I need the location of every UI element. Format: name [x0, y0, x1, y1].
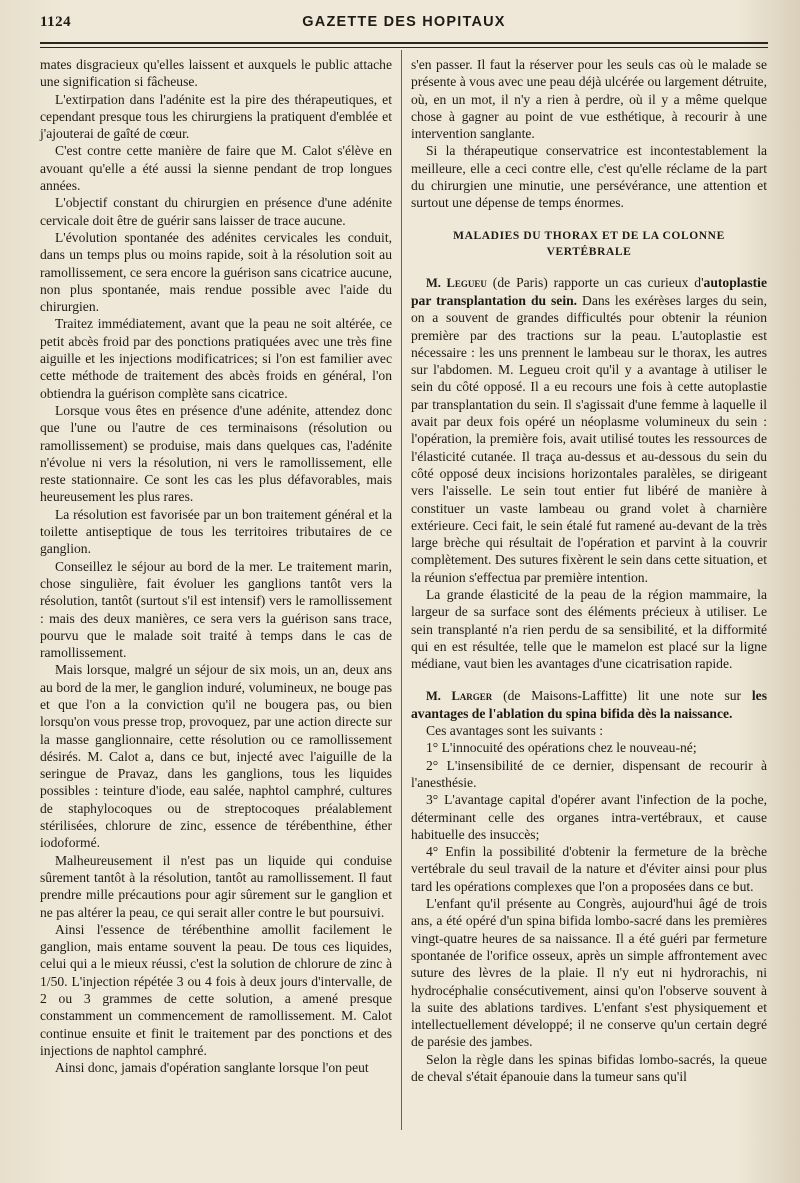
column-divider: [401, 50, 402, 1130]
paragraph: Conseillez le séjour au bord de la mer. Le traitement marin, chose singulière, fait évoluer les ganglions tantôt vers la résolution, tantôt (surtout s'il est intensif) vers le ramollissement : mais des deux manières, ce sera vers la guérison sans trace, pourvu que le malade soit traité à temps dans le cas de ramollissement.: [40, 558, 392, 661]
paragraph: L'extirpation dans l'adénite est la pire des thérapeutiques, et cependant presque tous les chirurgiens la pratiquent d'emblée et j'ajouterai de gaîté de cœur.: [40, 91, 392, 142]
entry-topic: autoplastie par transplantation du sein.: [411, 274, 767, 308]
section-title: MALADIES DU THORAX ET DE LA COLONNE VERTÉBRALE: [453, 229, 725, 258]
entry-larger: [411, 687, 767, 723]
header-rule: [40, 42, 768, 48]
paragraph: Ainsi donc, jamais d'opération sanglante lorsque l'on peut: [55, 1060, 369, 1076]
list-item: 2° L'insensibilité de ce dernier, dispensant de recourir à l'anesthésie.: [411, 757, 767, 790]
paragraph: Malheureusement il n'est pas un liquide qui conduise sûrement tantôt à la résolution, tantôt au ramollissement. Il faut prendre mille précautions pour agir sûrement sur le ganglion et ne pas altérer la peau, ce qui serait aller contre le but poursuivi.: [40, 852, 392, 920]
paragraph: Lorsque vous êtes en présence d'une adénite, attendez donc que l'une ou l'autre de ces terminaisons (résolution ou ramollissement) se produise, mais dans quelques cas, l'adénite n'évolue ni vers la résolution, ni vers le ramollissement, elle reste stationnaire. Ce sont les cas les plus défavorables, mais heureusement les plus rares.: [40, 402, 392, 505]
author-place: (de Maisons-Laffitte) lit une note sur: [492, 687, 752, 703]
right-column: [411, 56, 767, 1085]
left-column: [40, 56, 392, 1077]
paragraph: s'en passer. Il faut la réserver pour les seuls cas où le malade se présente à vous avec une peau déjà ulcérée ou largement détruite, où, en un mot, il n'y a rien à perdre, où il y a même quelque chose à gagner au point de vue esthétique, à recourir à une intervention sanglante.: [411, 57, 767, 142]
paragraph: Mais lorsque, malgré un séjour de six mois, un an, deux ans au bord de la mer, le ganglion induré, volumineux, ne bouge pas et que l'on a la conviction qu'il ne bougera pas, ou bien lorsqu'on vous presse trop, provoquez, par une action directe sur la masse ganglionnaire, cette résolution ou ce ramollissement désirés. M. Calot a, dans ce but, injecté avec l'aiguille de la seringue de Pravaz, dans les ganglions, tous les liquides possibles : teinture d'iode, eau salée, naphtol camphré, cultures de staphylocoques ou de streptocoques préalablement stérilisées, chlorure de zinc, essence de térébenthine, éther iodoformé.: [40, 662, 392, 851]
author-name: M. Larger: [426, 688, 493, 703]
list-item: 3° L'avantage capital d'opérer avant l'infection de la poche, déterminant celle des organes intra-vertébraux, et cause habituelle des insuccès;: [411, 792, 767, 842]
paragraph: L'évolution spontanée des adénites cervicales les conduit, dans un temps plus ou moins rapide, soit à la résolution soit au ramollissement, ce sera encore la guérison sans cicatrice aucune, non plus spontanée, mais rendue possible avec l'aide du chirurgien.: [40, 229, 392, 315]
entry-legueu: [411, 274, 767, 586]
list-item: 4° Enfin la possibilité d'obtenir la fermeture de la brèche vertébrale du seul travail de la nature et d'éviter ainsi pour plus tard les opérations complexes que l'on a proposées dans ce but.: [411, 844, 767, 894]
author-place: (de Paris) rapporte un cas curieux d': [486, 274, 704, 290]
paragraph: Ces avantages sont les suivants :: [426, 723, 604, 739]
paragraph: Traitez immédiatement, avant que la peau ne soit altérée, ce petit abcès froid par des ponctions pratiquées avec une très fine aiguille et les injections modificatrices; si l'on est familier avec cette méthode de traitement des abcès froids en général, l'on obtiendra la guérison complète sans cicatrice.: [40, 316, 392, 401]
paragraph: C'est contre cette manière de faire que M. Calot s'élève en avouant qu'elle a été aussi la sienne pendant de trop longues années.: [40, 143, 392, 194]
paragraph: Ainsi l'essence de térébenthine amollit facilement le ganglion, mais entame souvent la peau. De tous ces liquides, celui qui a le mieux réussi, c'est la solution de chlorure de zinc à 1/50. L'injection répétée 3 ou 4 fois à deux jours d'intervalle, de 2 ou 3 grammes de cette solution, a amené presque constamment un commencement de ramollissement. M. Calot continue ensuite et finit le traitement par des ponctions et des injections de naphtol camphré.: [40, 921, 392, 1058]
paragraph: Si la thérapeutique conservatrice est incontestablement la meilleure, elle a ceci contre elle, c'est qu'elle réclame de la part du chirurgien une minutie, une persévérance, une attention et surtout une dépense de temps énormes.: [411, 143, 767, 211]
journal-title: GAZETTE DES HOPITAUX: [302, 14, 506, 30]
author-name: M. Legueu: [426, 275, 487, 290]
list-item: 1° L'innocuité des opérations chez le nouveau-né;: [426, 740, 697, 756]
page-header: [40, 14, 768, 36]
paragraph: mates disgracieux qu'elles laissent et auxquels le public attache une signification si fâcheuse.: [40, 57, 392, 90]
entry-topic: les avantages de l'ablation du spina bifida dès la naissance.: [411, 687, 767, 721]
entry-text: Dans les exérèses larges du sein, on a souvent de grandes difficultés pour obtenir la réunion première par des tractions sur la peau. L'autoplastie est nécessaire : les uns prennent le lambeau sur le thorax, les autres sur l'abdomen. M. Legueu croit qu'il y a avantage à utiliser le sein du côté opposé. Il a eu recours une fois à cette autoplastie par transplantation du sein. Il s'agissait d'une femme à laquelle il avait par deux fois opéré un néoplasme volumineux du sein : l'opération, la première fois, avait utilisé toutes les ressources de l'élasticité cutanée. Il traça au-dessus et au-dessous du sein du côté opposé deux incisions horizontales paralèles, se dirigeant vers l'aisselle. Le sein tout entier fut libéré de manière à constituer un vaste lambeau ou grand volet à charnière extérieure. Ceci fait, le sein étalé fut ramené au-devant de la très large brèche qui résultait de l'opération et parvint à la couvrir complètement. Des sutures fixèrent le sein dans cette situation, et la réunion s'effectua par première intention.: [411, 292, 767, 585]
paragraph: La grande élasticité de la peau de la région mammaire, la largeur de sa surface sont des éléments précieux à utiliser. Le sein transplanté n'a rien perdu de sa sensibilité, et la difformité qui en est résultée, telle que le mamelon est placé sur la ligne médiane, vaut bien les avantages d'une cicatrisation rapide.: [411, 587, 767, 672]
paragraph: Selon la règle dans les spinas bifidas lombo-sacrés, la queue de cheval s'était épanouie dans la tumeur sans qu'il: [411, 1051, 767, 1085]
paragraph: L'objectif constant du chirurgien en présence d'une adénite cervicale doit être de guérir sans laisser de trace aucune.: [40, 195, 392, 228]
paragraph: La résolution est favorisée par un bon traitement général et la toilette antiseptique de tous les territoires tributaires de ce ganglion.: [40, 506, 392, 557]
paragraph: L'enfant qu'il présente au Congrès, aujourd'hui âgé de trois ans, a été opéré d'un spina bifida lombo-sacré dans les premières vingt-quatre heures de sa naissance. Il a été guéri par fermeture spontanée de l'orifice osseux, après un simple affrontement avec suture des lèvres de la plaie. Il n'y eut ni hydrorachis, ni hydrocéphalie consécutivement, ainsi qu'on l'observe souvent à la suite des ablations tardives. L'enfant s'est physiquement et intellectuellement développé; il ne conserve qu'un certain degré de parésie des jambes.: [411, 896, 767, 1050]
page-number: 1124: [40, 14, 72, 30]
